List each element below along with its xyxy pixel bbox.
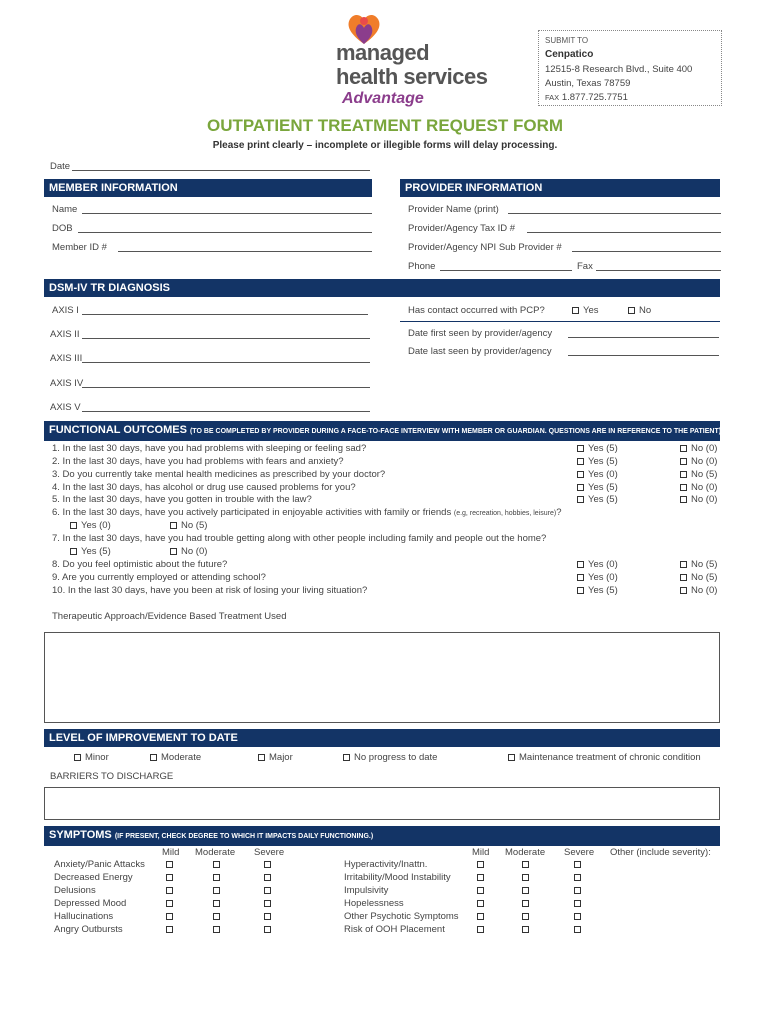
checkbox-icon[interactable] xyxy=(577,561,584,568)
symptom-left-5-mild-checkbox-icon[interactable] xyxy=(166,913,173,920)
symptom-left-4-severe-checkbox-icon[interactable] xyxy=(264,900,271,907)
question-8: 8. Do you feel optimistic about the future? xyxy=(52,559,228,570)
logo-line-1: managed xyxy=(336,40,430,65)
symptoms-heading-note: (IF PRESENT, CHECK DEGREE TO WHICH IT IMPACTS DAILY FUNCTIONING.) xyxy=(114,833,374,840)
question-7: 7. In the last 30 days, have you had trouble getting along with other people including family and people out the home? xyxy=(52,533,547,544)
symptom-right-1: Hyperactivity/Inattn. xyxy=(344,859,428,870)
last-seen-field[interactable] xyxy=(568,355,719,356)
first-seen-label: Date first seen by provider/agency xyxy=(408,328,553,339)
checkbox-icon[interactable] xyxy=(577,445,584,452)
symptom-left-1-moderate-checkbox-icon[interactable] xyxy=(213,861,220,868)
symptoms-header xyxy=(44,826,720,846)
provider-name-label: Provider Name (print) xyxy=(408,204,499,215)
q7-no-option[interactable]: No (0) xyxy=(170,546,207,557)
question-9: 9. Are you currently employed or attending school? xyxy=(52,572,266,583)
checkbox-icon[interactable] xyxy=(74,754,81,761)
symptom-right-2-mild-checkbox-icon[interactable] xyxy=(477,874,484,881)
checkbox-icon[interactable] xyxy=(258,754,265,761)
question-3: 3. Do you currently take mental health medicines as prescribed by your doctor? xyxy=(52,469,386,480)
checkbox-icon[interactable] xyxy=(577,471,584,478)
symptom-left-2-severe-checkbox-icon[interactable] xyxy=(264,874,271,881)
checkbox-icon[interactable] xyxy=(150,754,157,761)
symptom-left-6-severe-checkbox-icon[interactable] xyxy=(264,926,271,933)
checkbox-icon[interactable] xyxy=(170,548,177,555)
q10-yes-option[interactable]: Yes (5) xyxy=(577,585,618,596)
q4-no-option[interactable]: No (0) xyxy=(680,482,717,493)
symptom-right-5-severe-checkbox-icon[interactable] xyxy=(574,913,581,920)
q2-no-option[interactable]: No (0) xyxy=(680,456,717,467)
question-5: 5. In the last 30 days, have you gotten in trouble with the law? xyxy=(52,494,312,505)
left-moderate-header: Moderate xyxy=(195,847,236,858)
question-4: 4. In the last 30 days, has alcohol or drug use caused problems for you? xyxy=(52,482,356,493)
axis-1-field[interactable] xyxy=(82,314,368,315)
provider-npi-label: Provider/Agency NPI Sub Provider # xyxy=(408,242,562,253)
logo-line-2: health services xyxy=(336,64,488,89)
question-1: 1. In the last 30 days, have you had problems with sleeping or feeling sad? xyxy=(52,443,367,454)
symptom-right-6-mild-checkbox-icon[interactable] xyxy=(477,926,484,933)
q10-no-option[interactable]: No (0) xyxy=(680,585,717,596)
improvement-minor-option[interactable]: Minor xyxy=(74,752,109,763)
functional-heading: FUNCTIONAL OUTCOMES xyxy=(49,424,187,436)
q9-yes-option[interactable]: Yes (0) xyxy=(577,572,618,583)
provider-name-field[interactable] xyxy=(508,213,721,214)
pcp-divider xyxy=(400,321,720,322)
submit-fax-label: FAX xyxy=(545,93,560,102)
checkbox-icon[interactable] xyxy=(70,522,77,529)
checkbox-icon[interactable] xyxy=(680,445,687,452)
symptom-left-2-moderate-checkbox-icon[interactable] xyxy=(213,874,220,881)
symptom-left-5: Hallucinations xyxy=(54,911,114,922)
other-severity-label: Other (include severity): xyxy=(610,847,711,858)
logo-line-3: Advantage xyxy=(342,90,424,107)
pcp-question: Has contact occurred with PCP? xyxy=(408,305,545,316)
axis-1-label: AXIS I xyxy=(52,305,79,316)
symptom-right-2: Irritability/Mood Instability xyxy=(344,872,451,883)
symptom-left-4-mild-checkbox-icon[interactable] xyxy=(166,900,173,907)
q1-no-option[interactable]: No (0) xyxy=(680,443,717,454)
symptom-left-2-mild-checkbox-icon[interactable] xyxy=(166,874,173,881)
symptom-right-1-mild-checkbox-icon[interactable] xyxy=(477,861,484,868)
symptom-left-1-mild-checkbox-icon[interactable] xyxy=(166,861,173,868)
therapeutic-approach-label: Therapeutic Approach/Evidence Based Treatment Used xyxy=(52,611,287,622)
q1-yes-option[interactable]: Yes (5) xyxy=(577,443,618,454)
member-name-label: Name xyxy=(52,204,78,215)
other-severity-field[interactable] xyxy=(608,860,720,940)
symptom-right-4-severe-checkbox-icon[interactable] xyxy=(574,900,581,907)
submit-company: Cenpatico xyxy=(545,49,594,60)
symptom-left-6: Angry Outbursts xyxy=(54,924,123,935)
q9-no-option[interactable]: No (5) xyxy=(680,572,717,583)
improvement-no-progress-option[interactable]: No progress to date xyxy=(343,752,437,763)
member-dob-field[interactable] xyxy=(78,232,372,233)
symptom-left-4: Depressed Mood xyxy=(54,898,127,909)
checkbox-icon[interactable] xyxy=(680,458,687,465)
checkbox-icon[interactable] xyxy=(577,484,584,491)
checkbox-icon[interactable] xyxy=(680,471,687,478)
checkbox-icon[interactable] xyxy=(70,548,77,555)
improvement-major-option[interactable]: Major xyxy=(258,752,293,763)
left-mild-header: Mild xyxy=(162,847,180,858)
provider-npi-field[interactable] xyxy=(572,251,721,252)
submit-address-1: 12515-8 Research Blvd., Suite 400 xyxy=(545,64,693,75)
checkbox-icon[interactable] xyxy=(680,587,687,594)
checkbox-icon[interactable] xyxy=(170,522,177,529)
member-id-label: Member ID # xyxy=(52,242,107,253)
axis-5-field[interactable] xyxy=(82,411,370,412)
symptom-left-1-severe-checkbox-icon[interactable] xyxy=(264,861,271,868)
symptom-right-6-moderate-checkbox-icon[interactable] xyxy=(522,926,529,933)
logo xyxy=(336,12,496,112)
question-10: 10. In the last 30 days, have you been at risk of losing your living situation? xyxy=(52,585,368,596)
provider-tax-field[interactable] xyxy=(527,232,721,233)
q5-no-option[interactable]: No (0) xyxy=(680,494,717,505)
axis-3-label: AXIS III xyxy=(50,353,83,364)
symptom-left-2: Decreased Energy xyxy=(54,872,133,883)
improvement-moderate-option[interactable]: Moderate xyxy=(150,752,201,763)
symptom-right-3: Impulsivity xyxy=(344,885,389,896)
barriers-label: BARRIERS TO DISCHARGE xyxy=(50,771,174,782)
checkbox-icon[interactable] xyxy=(572,307,579,314)
symptom-right-1-severe-checkbox-icon[interactable] xyxy=(574,861,581,868)
symptom-right-5: Other Psychotic Symptoms xyxy=(344,911,459,922)
q3-no-option[interactable]: No (5) xyxy=(680,469,717,480)
symptom-right-3-mild-checkbox-icon[interactable] xyxy=(477,887,484,894)
axis-5-label: AXIS V xyxy=(50,402,81,413)
functional-heading-note: (TO BE COMPLETED BY PROVIDER DURING A FACE-TO-FACE INTERVIEW WITH MEMBER OR GUARDIAN. QUESTIONS ARE IN REFERENCE TO THE PATIENT). xyxy=(189,428,724,435)
form-title: OUTPATIENT TREATMENT REQUEST FORM xyxy=(206,116,564,135)
symptom-left-3-mild-checkbox-icon[interactable] xyxy=(166,887,173,894)
q8-yes-option[interactable]: Yes (0) xyxy=(577,559,618,570)
checkbox-icon[interactable] xyxy=(680,496,687,503)
date-field[interactable] xyxy=(72,170,370,171)
axis-2-label: AXIS II xyxy=(50,329,80,340)
checkbox-icon[interactable] xyxy=(577,574,584,581)
symptom-left-5-moderate-checkbox-icon[interactable] xyxy=(213,913,220,920)
symptom-right-1-moderate-checkbox-icon[interactable] xyxy=(522,861,529,868)
q7-yes-option[interactable]: Yes (5) xyxy=(70,546,111,557)
checkbox-icon[interactable] xyxy=(680,484,687,491)
q4-yes-option[interactable]: Yes (5) xyxy=(577,482,618,493)
symptom-left-3-moderate-checkbox-icon[interactable] xyxy=(213,887,220,894)
member-name-field[interactable] xyxy=(82,213,372,214)
symptom-right-6-severe-checkbox-icon[interactable] xyxy=(574,926,581,933)
improvement-maintenance-option[interactable]: Maintenance treatment of chronic condition xyxy=(508,752,701,763)
checkbox-icon[interactable] xyxy=(577,587,584,594)
checkbox-icon[interactable] xyxy=(577,458,584,465)
q5-yes-option[interactable]: Yes (5) xyxy=(577,494,618,505)
right-severe-header: Severe xyxy=(564,847,595,858)
symptom-right-4: Hopelessness xyxy=(344,898,404,909)
q2-yes-option[interactable]: Yes (5) xyxy=(577,456,618,467)
checkbox-icon[interactable] xyxy=(343,754,350,761)
axis-4-field[interactable] xyxy=(82,387,370,388)
provider-tax-label: Provider/Agency Tax ID # xyxy=(408,223,516,234)
symptom-right-2-moderate-checkbox-icon[interactable] xyxy=(522,874,529,881)
symptom-right-3-severe-checkbox-icon[interactable] xyxy=(574,887,581,894)
symptom-right-4-moderate-checkbox-icon[interactable] xyxy=(522,900,529,907)
last-seen-label: Date last seen by provider/agency xyxy=(408,346,552,357)
checkbox-icon[interactable] xyxy=(508,754,515,761)
form-subtitle: Please print clearly – incomplete or illegible forms will delay processing. xyxy=(212,140,558,151)
diagnosis-header: DSM-IV TR DIAGNOSIS xyxy=(44,279,720,297)
right-mild-header: Mild xyxy=(472,847,490,858)
symptoms-heading: SYMPTOMS xyxy=(49,829,112,841)
right-moderate-header: Moderate xyxy=(505,847,546,858)
provider-fax-field[interactable] xyxy=(596,270,721,271)
symptom-right-2-severe-checkbox-icon[interactable] xyxy=(574,874,581,881)
q6-no-option[interactable]: No (5) xyxy=(170,520,207,531)
checkbox-icon[interactable] xyxy=(628,307,635,314)
question-6-note: (e.g, recreation, hobbies, leisure) xyxy=(453,510,557,517)
question-6: 6. In the last 30 days, have you actively participated in enjoyable activities with family or friends (e.g, recreation, hobbies, leisure)? xyxy=(52,507,562,518)
member-id-field[interactable] xyxy=(118,251,372,252)
submit-to-box xyxy=(538,30,722,106)
first-seen-field[interactable] xyxy=(568,337,719,338)
left-severe-header: Severe xyxy=(254,847,285,858)
symptom-right-4-mild-checkbox-icon[interactable] xyxy=(477,900,484,907)
pcp-no-option[interactable]: No xyxy=(628,305,651,316)
therapeutic-approach-textarea[interactable] xyxy=(44,632,720,723)
submit-fax xyxy=(545,92,628,103)
symptom-left-3-severe-checkbox-icon[interactable] xyxy=(264,887,271,894)
axis-4-label: AXIS IV xyxy=(50,378,84,389)
date-label: Date xyxy=(50,161,71,172)
provider-fax-label: Fax xyxy=(577,261,593,272)
symptom-right-6: Risk of OOH Placement xyxy=(344,924,445,935)
provider-phone-field[interactable] xyxy=(440,270,572,271)
pcp-yes-option[interactable]: Yes xyxy=(572,305,599,316)
q6-yes-option[interactable]: Yes (0) xyxy=(70,520,111,531)
symptom-left-6-moderate-checkbox-icon[interactable] xyxy=(213,926,220,933)
submit-heading: SUBMIT TO xyxy=(545,36,589,45)
checkbox-icon[interactable] xyxy=(577,496,584,503)
symptom-right-5-mild-checkbox-icon[interactable] xyxy=(477,913,484,920)
symptom-right-3-moderate-checkbox-icon[interactable] xyxy=(522,887,529,894)
submit-fax-number: 1.877.725.7751 xyxy=(561,92,628,103)
checkbox-icon[interactable] xyxy=(680,574,687,581)
symptom-right-5-moderate-checkbox-icon[interactable] xyxy=(522,913,529,920)
symptom-left-1: Anxiety/Panic Attacks xyxy=(54,859,145,870)
improvement-header: LEVEL OF IMPROVEMENT TO DATE xyxy=(44,729,720,747)
symptom-left-3: Delusions xyxy=(54,885,96,896)
checkbox-icon[interactable] xyxy=(680,561,687,568)
provider-phone-label: Phone xyxy=(408,261,436,272)
symptom-left-6-mild-checkbox-icon[interactable] xyxy=(166,926,173,933)
submit-address-2: Austin, Texas 78759 xyxy=(545,78,631,89)
q3-yes-option[interactable]: Yes (0) xyxy=(577,469,618,480)
member-info-header: MEMBER INFORMATION xyxy=(44,179,372,197)
symptom-left-5-severe-checkbox-icon[interactable] xyxy=(264,913,271,920)
axis-2-field[interactable] xyxy=(82,338,370,339)
barriers-textarea[interactable] xyxy=(44,787,720,820)
question-2: 2. In the last 30 days, have you had problems with fears and anxiety? xyxy=(52,456,344,467)
provider-info-header: PROVIDER INFORMATION xyxy=(400,179,720,197)
q8-no-option[interactable]: No (5) xyxy=(680,559,717,570)
member-dob-label: DOB xyxy=(52,223,73,234)
functional-outcomes-header xyxy=(44,421,724,441)
symptom-left-4-moderate-checkbox-icon[interactable] xyxy=(213,900,220,907)
axis-3-field[interactable] xyxy=(82,362,370,363)
